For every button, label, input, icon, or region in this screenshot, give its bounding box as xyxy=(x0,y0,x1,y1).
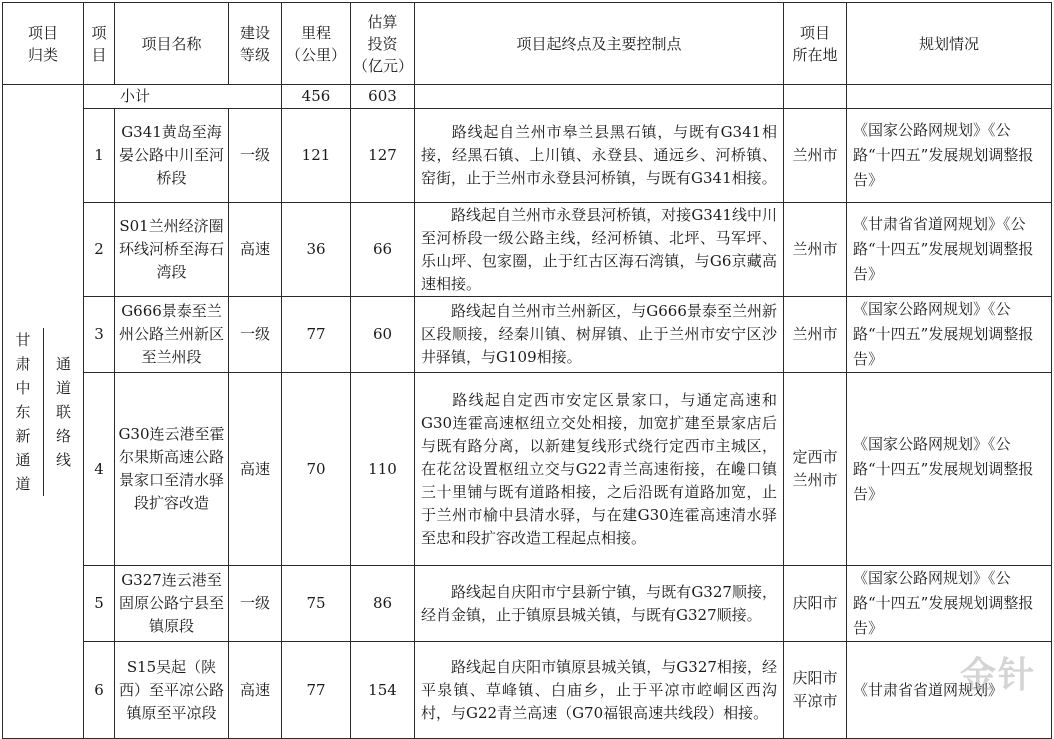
row-no: 4 xyxy=(84,373,115,566)
row-route: 路线起自兰州市皋兰县黑石镇，与既有G341相接，经黑石镇、上川镇、永登县、通远乡、河桥镇、窑街，止于兰州市永登县河桥镇，与既有G341相接。 xyxy=(415,109,784,203)
row-mileage: 77 xyxy=(282,642,351,739)
row-mileage: 70 xyxy=(282,373,351,566)
row-grade: 高速 xyxy=(229,642,282,739)
row-investment: 86 xyxy=(351,566,415,642)
row-plan: 《甘肃省省道网规划》《公路“十四五”发展规划调整报告》 xyxy=(847,203,1052,297)
header-investment: 估算 投资 （亿元） xyxy=(351,3,415,85)
row-route: 路线起自定西市安定区景家口，与通定高速和G30连霍高速枢纽立交处相接，加宽扩建至景家店后与既有路分离，以新建复线形式绕行定西市主城区，在花岔设置枢纽立交与G22青兰高速衔接，在巉口镇三十里铺与既有道路相接，之后沿既有道路加宽，止于兰州市榆中县清水驿，与在建G30连霍高速清水驿至忠和段扩容改造工程起点相接。 xyxy=(415,373,784,566)
header-category: 项目 归类 xyxy=(3,3,84,85)
row-no: 5 xyxy=(84,566,115,642)
row-mileage: 75 xyxy=(282,566,351,642)
row-route: 路线起自兰州市永登县河桥镇，对接G341线中川至河桥段一级公路主线，经河桥镇、北坪、马军坪、乐山坪、包家圈，止于红古区海石湾镇，与G6京藏高速相接。 xyxy=(415,203,784,297)
row-investment: 60 xyxy=(351,297,415,373)
project-table xyxy=(2,2,1052,739)
table-row xyxy=(3,373,1052,566)
row-no: 1 xyxy=(84,109,115,203)
row-grade: 一级 xyxy=(229,297,282,373)
row-mileage: 36 xyxy=(282,203,351,297)
row-name: G30连云港至霍尔果斯高速公路景家口至清水驿段扩容改造 xyxy=(115,373,229,566)
table-row xyxy=(3,642,1052,739)
subtotal-investment: 603 xyxy=(351,85,415,109)
row-plan: 《国家公路网规划》《公路“十四五”发展规划调整报告》 xyxy=(847,566,1052,642)
row-location: 庆阳市 平凉市 xyxy=(784,642,847,739)
row-plan: 《国家公路网规划》《公路“十四五”发展规划调整报告》 xyxy=(847,373,1052,566)
subtotal-empty-route xyxy=(415,85,784,109)
header-row xyxy=(3,3,1052,85)
row-plan: 《国家公路网规划》《公路“十四五”发展规划调整报告》 xyxy=(847,297,1052,373)
category-main: 甘肃中东新通道 xyxy=(15,330,31,493)
row-grade: 一级 xyxy=(229,566,282,642)
table-row xyxy=(3,203,1052,297)
row-name: G327连云港至固原公路宁县至镇原段 xyxy=(115,566,229,642)
watermark-logo: 金针 xyxy=(959,655,1036,696)
row-location: 定西市 兰州市 xyxy=(784,373,847,566)
row-location: 兰州市 xyxy=(784,297,847,373)
row-grade: 高速 xyxy=(229,373,282,566)
category-group xyxy=(3,85,84,739)
row-investment: 110 xyxy=(351,373,415,566)
row-name: S01兰州经济圈环线河桥至海石湾段 xyxy=(115,203,229,297)
header-mileage: 里程 （公里） xyxy=(282,3,351,85)
category-sub: 通道联络线 xyxy=(55,354,71,469)
row-no: 6 xyxy=(84,642,115,739)
header-route: 项目起终点及主要控制点 xyxy=(415,3,784,85)
header-plan: 规划情况 xyxy=(847,3,1052,85)
header-location: 项目 所在地 xyxy=(784,3,847,85)
row-investment: 66 xyxy=(351,203,415,297)
row-no: 3 xyxy=(84,297,115,373)
row-name: G341黄岛至海晏公路中川至河桥段 xyxy=(115,109,229,203)
header-no: 项 目 xyxy=(84,3,115,85)
row-investment: 127 xyxy=(351,109,415,203)
subtotal-label: 小计 xyxy=(84,85,282,109)
row-location: 兰州市 xyxy=(784,109,847,203)
header-grade: 建设 等级 xyxy=(229,3,282,85)
row-investment: 154 xyxy=(351,642,415,739)
row-location: 兰州市 xyxy=(784,203,847,297)
table-row xyxy=(3,297,1052,373)
row-mileage: 77 xyxy=(282,297,351,373)
subtotal-empty-plan xyxy=(847,85,1052,109)
table-row xyxy=(3,109,1052,203)
row-route: 路线起自兰州市兰州新区，与G666景泰至兰州新区段顺接，经秦川镇、树屏镇、止于兰州市安宁区沙井驿镇，与G109相接。 xyxy=(415,297,784,373)
row-no: 2 xyxy=(84,203,115,297)
subtotal-empty-location xyxy=(784,85,847,109)
row-route: 路线起自庆阳市镇原县城关镇，与G327相接，经平泉镇、草峰镇、白庙乡，止于平凉市崆峒区西沟村，与G22青兰高速（G70福银高速共线段）相接。 xyxy=(415,642,784,739)
row-route: 路线起自庆阳市宁县新宁镇，与既有G327顺接，经肖金镇，止于镇原县城关镇，与既有G327顺接。 xyxy=(415,566,784,642)
row-location: 庆阳市 xyxy=(784,566,847,642)
row-plan: 《甘肃省省道网规划》 xyxy=(847,642,1052,739)
row-name: G666景泰至兰州公路兰州新区至兰州段 xyxy=(115,297,229,373)
subtotal-row xyxy=(3,85,1052,109)
row-name: S15吴起（陕西）至平凉公路镇原至平凉段 xyxy=(115,642,229,739)
subtotal-mileage: 456 xyxy=(282,85,351,109)
row-grade: 高速 xyxy=(229,203,282,297)
table-row xyxy=(3,566,1052,642)
row-plan: 《国家公路网规划》《公路“十四五”发展规划调整报告》 xyxy=(847,109,1052,203)
row-mileage: 121 xyxy=(282,109,351,203)
header-name: 项目名称 xyxy=(115,3,229,85)
row-grade: 一级 xyxy=(229,109,282,203)
